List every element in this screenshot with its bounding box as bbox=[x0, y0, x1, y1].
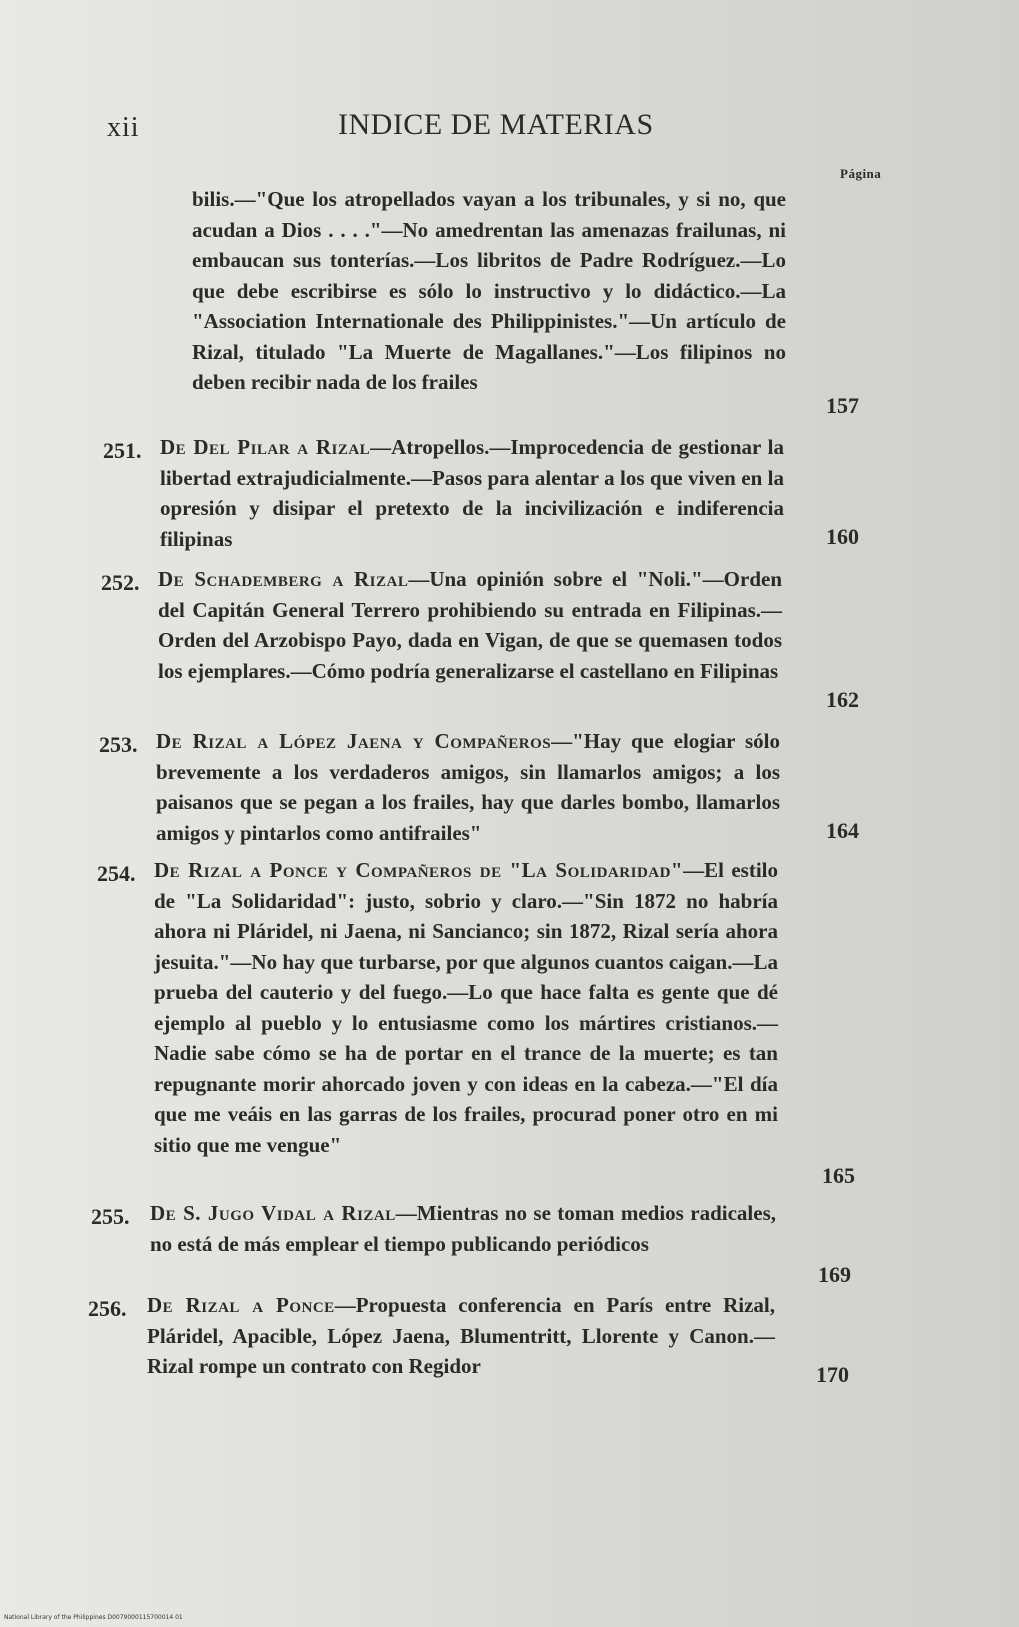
entry-heading: De Del Pilar a Rizal bbox=[160, 435, 371, 459]
pagina-column-label: Página bbox=[840, 166, 882, 181]
entry-text: De Rizal a Ponce—Propuesta conferencia en París entre Rizal, Pláridel, Apacible, López Jaena, Blumentritt, Llorente y Canon.—Rizal rompe un contrato con Regidor bbox=[147, 1293, 776, 1378]
entry-heading: De Schademberg a Rizal bbox=[158, 567, 409, 591]
entry-text: bilis.—"Que los atropellados vayan a los tribunales, y si no, que acudan a Dios . . . ."—No amedrentan las amenazas frailunas, ni embaucan sus tonterías.—Los libritos de Padre Rodríguez.—Lo que debe escribirse es sólo lo instructivo y lo didáctico.—La "Association Internationale des Philippinistes."—Un artículo de Rizal, titulado "La Muerte de Magallanes."—Los filipinos no deben recibir nada de los frailes bbox=[192, 187, 786, 394]
entry-text: De Rizal a López Jaena y Compañeros—"Hay que elogiar sólo brevemente a los verdaderos amigos, sin llamarlos amigos; a los paisanos que se pegan a los frailes, hay que darles bombo, llamarlos amigos y pintarlos como antifrailes" bbox=[156, 729, 780, 845]
entry-page-number: 160 bbox=[826, 524, 859, 549]
page-title: INDICE DE MATERIAS bbox=[338, 108, 654, 141]
entry-heading: De Rizal a Ponce y Compañeros de "La Solidaridad" bbox=[154, 858, 684, 882]
entry-text: De Schademberg a Rizal—Una opinión sobre el "Noli."—Orden del Capitán General Terrero prohibiendo su entrada en Filipinas.—Orden del Arzobispo Payo, dada en Vigan, de que se quemasen todos los ejemplares.—Cómo podría generalizarse el castellano en Filipinas bbox=[158, 567, 782, 683]
entry-text: De Del Pilar a Rizal—Atropellos.—Improcedencia de gestionar la libertad extrajudicialmente.—Pasos para alentar a los que viven en la opresión y disipar el pretexto de la incivilización e indiferencia filipinas bbox=[160, 435, 785, 551]
entry-number: 255. bbox=[91, 1204, 130, 1229]
entry-number: 252. bbox=[101, 570, 140, 595]
entry-number: 251. bbox=[103, 438, 142, 463]
entry-heading: De S. Jugo Vidal a Rizal bbox=[150, 1201, 396, 1225]
entry-page-number: 165 bbox=[822, 1163, 855, 1188]
entry-text: De Rizal a Ponce y Compañeros de "La Solidaridad"—El estilo de "La Solidaridad": justo, sobrio y claro.—"Sin 1872 no habría ahora ni Pláridel, ni Jaena, ni Sancianco; sin 1872, Rizal sería ahora jesuita."—No hay que turbarse, por que algunos cuantos caigan.—La prueba del cauterio y del fuego.—Lo que hace falta es gente que dé ejemplo al pueblo y lo entusiasme como los mártires cristianos.—Nadie sabe cómo se ha de portar en el trance de la muerte; es tan repugnante morir ahorcado joven y con ideas en la cabeza.—"El día que me veáis en las garras de los frailes, procurad poner otro en mi sitio que me vengue" bbox=[154, 858, 779, 1157]
entry-text: De S. Jugo Vidal a Rizal—Mientras no se toman medios radicales, no está de más emplear el tiempo publicando periódicos bbox=[150, 1201, 776, 1256]
entry-number: 253. bbox=[99, 732, 138, 757]
entry-page-number: 162 bbox=[826, 687, 859, 712]
entry-page-number: 170 bbox=[816, 1362, 849, 1387]
page-folio: xii bbox=[107, 112, 140, 143]
entry-number: 254. bbox=[97, 861, 136, 886]
entry-number: 256. bbox=[88, 1296, 127, 1321]
entry-page-number: 164 bbox=[826, 818, 859, 843]
scan-credit: National Library of the Philippines D0079000115700014 01 bbox=[4, 1614, 183, 1621]
entry-heading: De Rizal a López Jaena y Compañeros bbox=[156, 729, 552, 753]
entry-page-number: 169 bbox=[818, 1262, 851, 1287]
entry-heading: De Rizal a Ponce bbox=[147, 1293, 335, 1317]
entry-page-number: 157 bbox=[826, 393, 859, 418]
